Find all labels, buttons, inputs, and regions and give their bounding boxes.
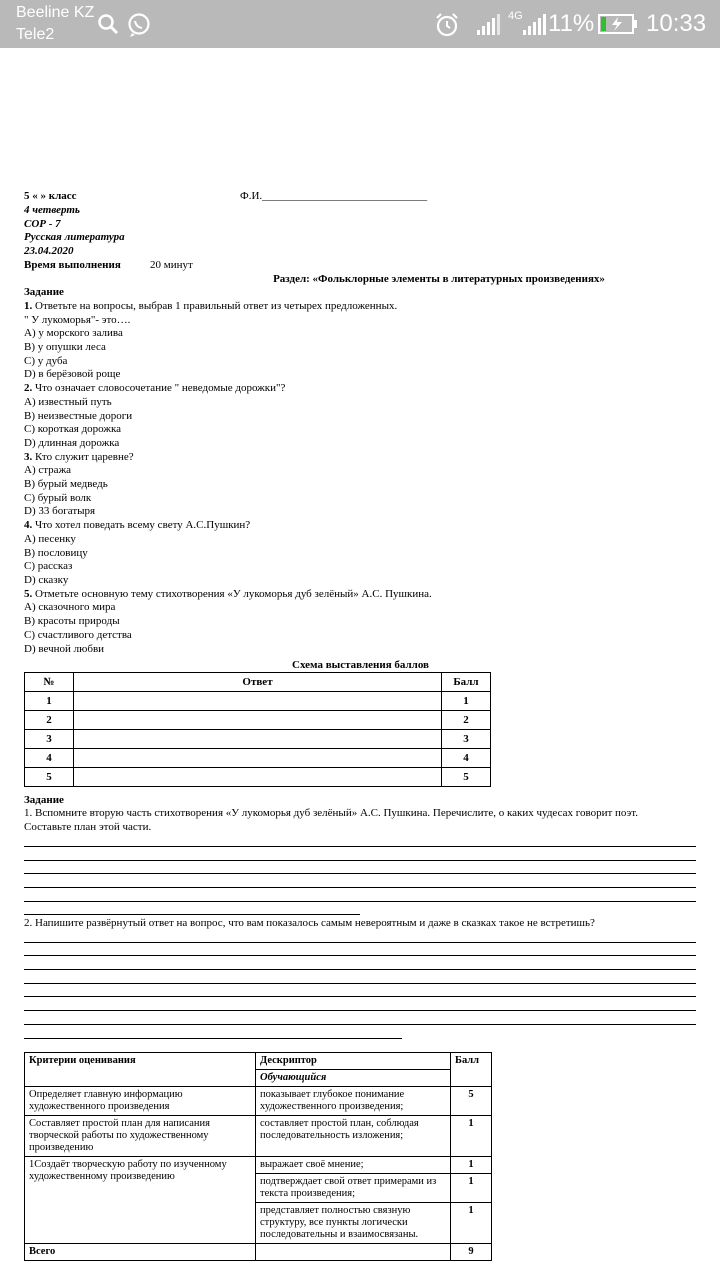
score: 1	[451, 1157, 492, 1174]
assessment-code: СОР - 7	[24, 217, 61, 230]
date: 23.04.2020	[24, 245, 74, 258]
question-number: 2.	[24, 382, 33, 395]
descriptor: составляет простой план, соблюдая последовательность изложения;	[256, 1116, 451, 1157]
answer-line[interactable]	[24, 955, 696, 956]
clock: 10:33	[646, 10, 707, 37]
answer-option: А) известный путь	[24, 395, 112, 408]
header-score: Балл	[451, 1053, 492, 1087]
answer-option: D) вечной любви	[24, 642, 105, 655]
answer-option: D) 33 богатыря	[24, 505, 96, 518]
criterion: Составляет простой план для написания творческой работы по художественному произведению	[25, 1116, 256, 1157]
row-number: 4	[25, 749, 74, 768]
criterion: 1Создаёт творческую работу по изученному художественному произведению	[25, 1157, 256, 1244]
answer-option: С) рассказ	[24, 560, 73, 573]
subject: Русская литература	[24, 231, 125, 244]
row-number: 2	[25, 711, 74, 730]
answer-line[interactable]	[24, 860, 696, 861]
header-number: №	[25, 673, 74, 692]
question-number: 1.	[24, 299, 33, 312]
answer-option: D) длинная дорожка	[24, 436, 120, 449]
answer-line[interactable]	[24, 887, 696, 888]
criteria-row	[25, 1087, 492, 1116]
question	[24, 588, 696, 602]
quarter: 4 четверть	[24, 204, 80, 216]
criteria-total-row	[25, 1244, 492, 1261]
question-text: Кто служит царевне?	[35, 450, 134, 463]
answer-line[interactable]	[24, 873, 696, 874]
task-label: Задание	[24, 286, 64, 299]
answer-line[interactable]	[24, 846, 696, 847]
score: 5	[451, 1087, 492, 1116]
answer-option: А) песенку	[24, 532, 76, 545]
answer-cell[interactable]	[74, 711, 442, 730]
row-score: 4	[442, 749, 491, 768]
answer-option: В) бурый медведь	[24, 478, 108, 491]
total-label: Всего	[25, 1244, 256, 1261]
search-icon	[96, 12, 120, 36]
question	[24, 519, 696, 533]
answer-line[interactable]	[24, 1010, 696, 1011]
table-row	[25, 692, 491, 711]
table-row	[25, 749, 491, 768]
answer-line[interactable]	[24, 983, 696, 984]
row-score: 1	[442, 692, 491, 711]
question-text: Что хотел поведать всему свету А.С.Пушкин?	[35, 519, 251, 532]
answer-option: В) неизвестные дороги	[24, 409, 133, 422]
answer-cell[interactable]	[74, 730, 442, 749]
score: 1	[451, 1174, 492, 1203]
row-number: 5	[25, 768, 74, 787]
criteria-table	[24, 1052, 492, 1261]
question-number: 4.	[24, 519, 33, 532]
row-score: 2	[442, 711, 491, 730]
table-row	[25, 768, 491, 787]
question-text: " У лукоморья"- это….	[24, 313, 131, 326]
descriptor: подтверждает свой ответ примерами из текста произведения;	[256, 1174, 451, 1203]
document-body	[24, 204, 696, 656]
descriptor: выражает своё мнение;	[256, 1157, 451, 1174]
score: 1	[451, 1203, 492, 1244]
status-bar	[0, 0, 720, 48]
row-score: 5	[442, 768, 491, 787]
task2-question2: 2. Напишите развёрнутый ответ на вопрос, что вам показалось самым невероятным и даже в сказках такое не встретишь?	[24, 917, 595, 929]
answer-line[interactable]	[24, 1024, 696, 1025]
answer-option: В) красоты природы	[24, 615, 120, 628]
answer-option: А) стража	[24, 464, 72, 477]
question	[24, 451, 696, 465]
answer-line[interactable]	[24, 901, 696, 902]
whatsapp-icon	[126, 12, 152, 38]
battery-percent: 11%	[548, 10, 595, 37]
answer-option: С) счастливого детства	[24, 628, 132, 641]
header-criteria: Критерии оценивания	[25, 1053, 256, 1087]
grade-line: 5 « » класс	[24, 190, 77, 202]
criteria-header-row	[25, 1053, 492, 1070]
signal-icon	[476, 14, 500, 36]
answer-line[interactable]	[24, 914, 360, 915]
battery-charging-icon	[598, 14, 638, 34]
answer-line[interactable]	[24, 969, 696, 970]
question-text: Отметьте основную тему стихотворения «У лукоморья дуб зелёный» А.С. Пушкина.	[35, 587, 432, 600]
answer-line[interactable]	[24, 996, 696, 997]
question-number: 5.	[24, 587, 33, 600]
score: 1	[451, 1116, 492, 1157]
answer-line[interactable]	[24, 942, 696, 943]
score-table-title: Схема выставления баллов	[292, 659, 430, 671]
header-student: Обучающийся	[256, 1070, 451, 1087]
total-empty	[256, 1244, 451, 1261]
total-score: 9	[451, 1244, 492, 1261]
answer-option: С) у дуба	[24, 354, 68, 367]
table-row	[25, 711, 491, 730]
answer-option: А) сказочного мира	[24, 601, 116, 614]
row-score: 3	[442, 730, 491, 749]
time-row	[24, 259, 696, 273]
criterion: Определяет главную информацию художественного произведения	[25, 1087, 256, 1116]
network-type: 4G	[508, 10, 523, 22]
table-row	[25, 730, 491, 749]
answer-option: В) у опушки леса	[24, 341, 106, 354]
answer-line[interactable]	[24, 1038, 402, 1039]
answer-option: D) сказку	[24, 573, 69, 586]
carrier-name: Beeline KZ	[16, 4, 95, 21]
answer-option: В) пословицу	[24, 546, 88, 559]
answer-option: А) у морского залива	[24, 327, 123, 340]
header-answer: Ответ	[74, 673, 442, 692]
descriptor: представляет полностью связную структуру, все пункты логически последовательны и взаимосвязаны.	[256, 1203, 451, 1244]
alarm-icon	[434, 12, 460, 38]
criteria-row	[25, 1157, 492, 1174]
answer-option: С) короткая дорожка	[24, 423, 122, 436]
signal-icon-secondary	[522, 14, 546, 36]
answer-cell[interactable]	[74, 749, 442, 768]
answer-cell[interactable]	[74, 692, 442, 711]
task2-label: Задание	[24, 794, 64, 806]
row-number: 1	[25, 692, 74, 711]
question	[24, 382, 696, 396]
time-value: 20 минут	[150, 258, 193, 271]
time-label: Время выполнения	[24, 258, 121, 271]
header-descriptor: Дескриптор	[256, 1053, 451, 1070]
table-header-row	[25, 673, 491, 692]
instruction	[24, 300, 696, 314]
answer-option: С) бурый волк	[24, 491, 92, 504]
criteria-row	[25, 1116, 492, 1157]
question-number: 3.	[24, 450, 33, 463]
fio-line: Ф.И.______________________________	[240, 190, 428, 202]
answer-option: D) в берёзовой роще	[24, 368, 121, 381]
task2-question1-cont: Составьте план этой части.	[24, 821, 152, 833]
header-score: Балл	[442, 673, 491, 692]
section-title: Раздел: «Фольклорные элементы в литературных произведениях»	[273, 272, 605, 285]
answer-cell[interactable]	[74, 768, 442, 787]
descriptor: показывает глубокое понимание художественного произведения;	[256, 1087, 451, 1116]
carrier-name-secondary: Tele2	[16, 26, 55, 43]
task2-question1: 1. Вспомните вторую часть стихотворения «У лукоморья дуб зелёный» А.С. Пушкина. Перечислите, о каких чудесах говорит поэт.	[24, 807, 639, 819]
question-text: Что означает словосочетание " неведомые дорожки"?	[35, 382, 286, 395]
instruction-text: Ответьте на вопросы, выбрав 1 правильный ответ из четырех предложенных.	[35, 299, 398, 312]
score-table	[24, 672, 491, 787]
row-number: 3	[25, 730, 74, 749]
